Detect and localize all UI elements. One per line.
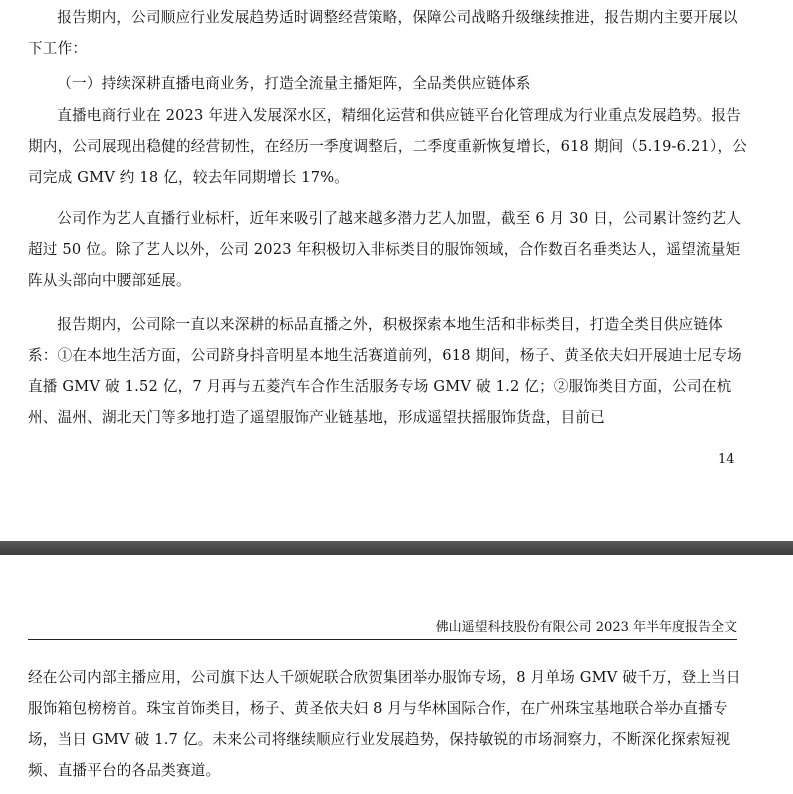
page-number: 14: [718, 452, 735, 467]
paragraph-continuation: 经在公司内部主播应用，公司旗下达人千颂妮联合欣贺集团举办服饰专场，8 月单场 GMV 破千万，登上当日服饰箱包榜榜首。珠宝首饰类目，杨子、黄圣依夫妇 8 月与华林国际合作，在广州珠宝基地联合举办直播专场，当日 GMV 破 1.7 亿。未来公司将继续顺应行业发展趋势，保持敏锐的市场洞察力，不断深化探索短视频、直播平台的各品类赛道。: [28, 669, 741, 779]
paragraph-supply-chain: 报告期内，公司除一直以来深耕的标品直播之外，积极探索本地生活和非标类目，打造全类目供应链体系：①在本地生活方面，公司跻身抖音明星本地生活赛道前列，618 期间，杨子、黄圣依夫妇开展迪士尼专场直播 GMV 破 1.52 亿，7 月再与五菱汽车合作生活服务专场 GMV 破 1.2 亿；②服饰类目方面，公司在杭州、温州、湖北天门等多地打造了遥望服饰产业链基地，形成遥望扶摇服饰货盘，目前已: [28, 316, 742, 426]
paragraph-industry: 直播电商行业在 2023 年进入发展深水区，精细化运营和供应链平台化管理成为行业重点发展趋势。报告期内，公司展现出稳健的经营韧性，在经历一季度调整后，二季度重新恢复增长，618 期间（5.19-6.21），公司完成 GMV 约 18 亿，较去年同期增长 17%。: [28, 107, 748, 186]
paragraph-intro: 报告期内，公司顺应行业发展趋势适时调整经营策略，保障公司战略升级继续推进，报告期内主要开展以下工作：: [28, 9, 738, 57]
page-separator: [0, 541, 793, 555]
running-header: 佛山遥望科技股份有限公司 2023 年半年度报告全文: [28, 620, 737, 640]
paragraph-artists: 公司作为艺人直播行业标杆，近年来吸引了越来越多潜力艺人加盟，截至 6 月 30 日，公司累计签约艺人超过 50 位。除了艺人以外，公司 2023 年积极切入非标类目的服饰领域，合作数百名垂类达人，遥望流量矩阵从头部向中腰部延展。: [28, 210, 742, 289]
section-heading: （一）持续深耕直播电商业务，打造全流量主播矩阵，全品类供应链体系: [57, 75, 531, 92]
